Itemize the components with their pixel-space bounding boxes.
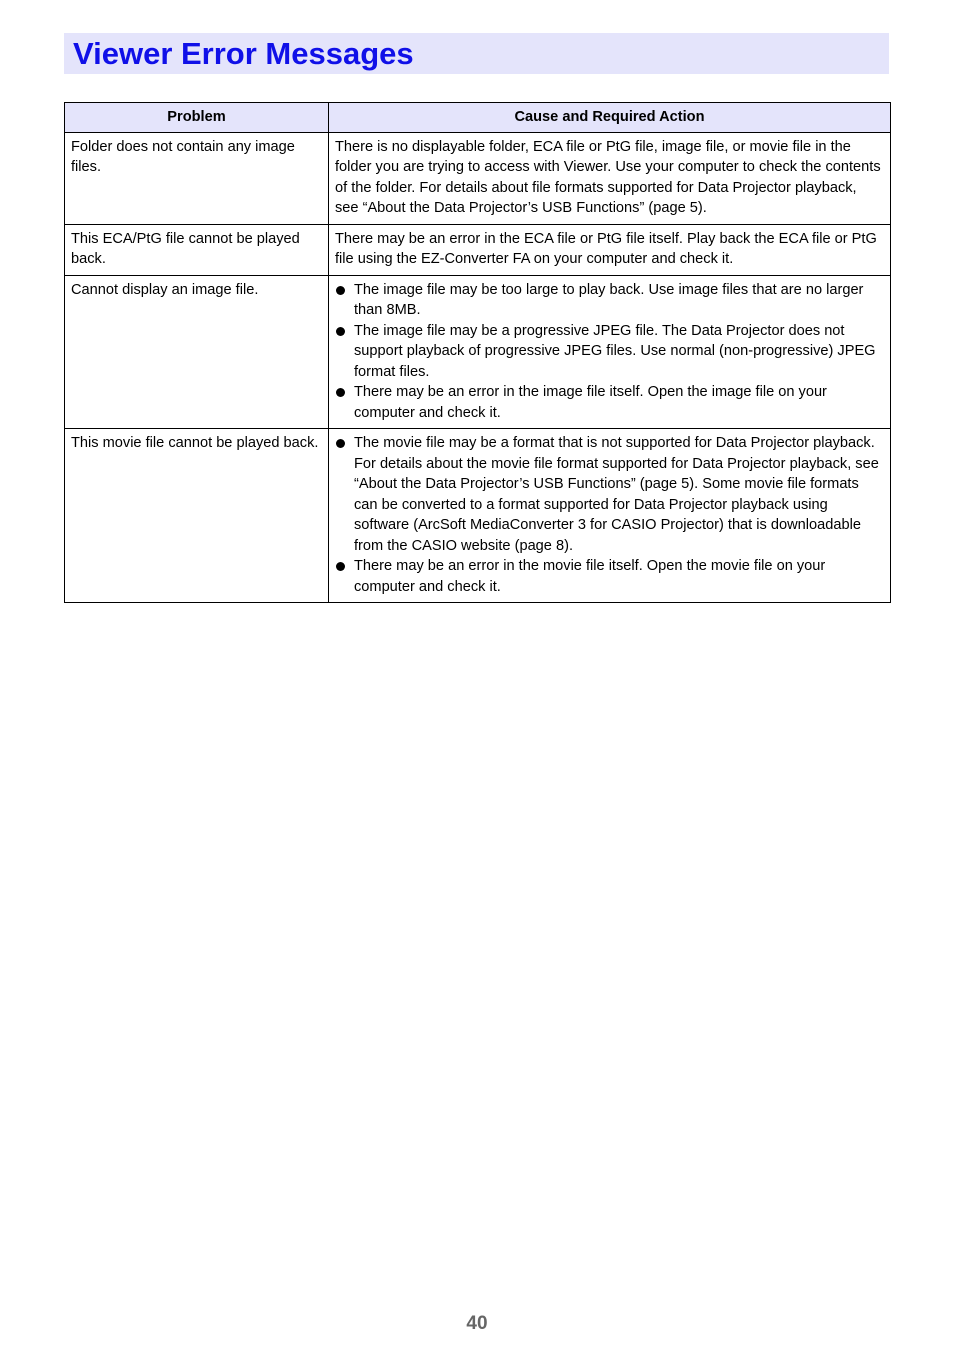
action-bullet-list	[335, 280, 884, 424]
bullet-item	[335, 556, 884, 597]
bullet-icon	[336, 388, 345, 397]
page-title: Viewer Error Messages	[73, 36, 414, 71]
error-messages-table	[64, 102, 891, 603]
column-header-cause-action: Cause and Required Action	[329, 103, 891, 133]
bullet-item	[335, 280, 884, 321]
bullet-icon	[336, 286, 345, 295]
bullet-item	[335, 321, 884, 383]
bullet-text: The image file may be too large to play back. Use image files that are no larger than 8MB.	[354, 281, 864, 318]
bullet-text: The movie file may be a format that is not supported for Data Projector playback. For details about the movie file format supported for Data Projector playback, see “About the Data Projector’s USB Functions” (page 5). Some movie file formats can be converted to a format supported for Data Projector playback using software (ArcSoft MediaConverter 3 for CASIO Projector) that is downloadable from the CASIO website (page 8).	[354, 435, 879, 554]
table-row	[65, 132, 891, 224]
bullet-text: There may be an error in the image file itself. Open the image file on your computer and check it.	[354, 384, 827, 421]
bullet-icon	[336, 327, 345, 336]
bullet-icon	[336, 562, 345, 571]
bullet-text: There may be an error in the movie file itself. Open the movie file on your computer and check it.	[354, 558, 826, 595]
problem-cell: Folder does not contain any image files.	[65, 132, 329, 224]
title-bar	[64, 33, 889, 74]
bullet-icon	[336, 439, 345, 448]
table-row	[65, 224, 891, 275]
action-cell	[329, 275, 891, 429]
problem-cell: This ECA/PtG file cannot be played back.	[65, 224, 329, 275]
bullet-item	[335, 433, 884, 556]
action-cell: There is no displayable folder, ECA file or PtG file, image file, or movie file in the folder you are trying to access with Viewer. Use your computer to check the contents of the folder. For details about file formats supported for Data Projector playback, see “About the Data Projector’s USB Functions” (page 5).	[329, 132, 891, 224]
table-row	[65, 275, 891, 429]
problem-cell: This movie file cannot be played back.	[65, 429, 329, 603]
action-cell: There may be an error in the ECA file or PtG file itself. Play back the ECA file or PtG file using the EZ-Converter FA on your computer and check it.	[329, 224, 891, 275]
action-bullet-list	[335, 433, 884, 597]
problem-cell: Cannot display an image file.	[65, 275, 329, 429]
column-header-problem: Problem	[65, 103, 329, 133]
action-cell	[329, 429, 891, 603]
bullet-text: The image file may be a progressive JPEG file. The Data Projector does not support playback of progressive JPEG files. Use normal (non-progressive) JPEG format files.	[354, 322, 876, 380]
table-row	[65, 429, 891, 603]
table-header-row	[65, 103, 891, 133]
bullet-item	[335, 382, 884, 423]
page-number: 40	[466, 1313, 488, 1334]
